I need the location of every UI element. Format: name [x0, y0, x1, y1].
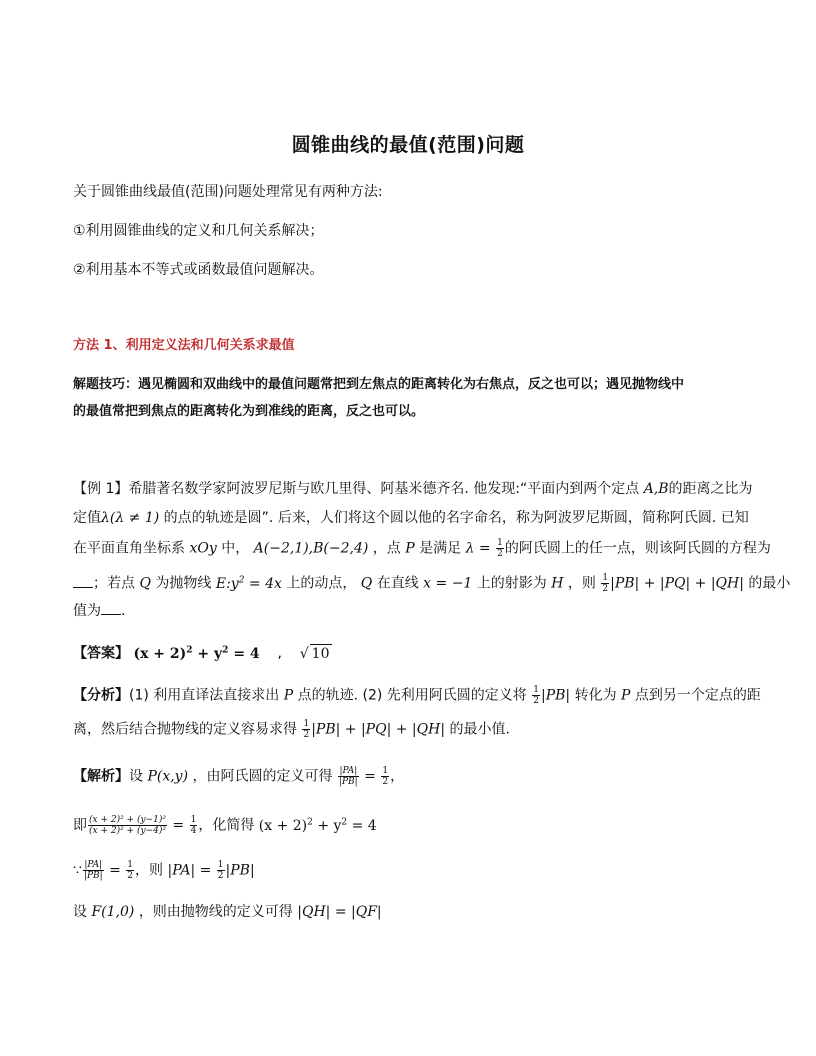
math-line: x = −1	[423, 575, 473, 592]
example-text: ，则	[567, 575, 596, 592]
solution-tag: 【解析】	[73, 768, 129, 785]
analysis-text: 点到另一个定点的距	[634, 687, 761, 704]
answer-line	[73, 641, 332, 663]
math-h: H	[551, 575, 564, 592]
math-xoy: xOy	[189, 540, 217, 557]
example-line-2	[73, 509, 749, 527]
example-text: 的阿氏圆上的任一点，则该阿氏圆的方程为	[504, 540, 771, 557]
fraction-half: $\frac{1}{2}$	[533, 685, 539, 706]
equals-sign: =	[109, 862, 121, 879]
example-text: 上的动点，	[286, 575, 357, 592]
fraction-pa-pb: $\frac{|PA|}{|PB|}$	[338, 766, 358, 787]
fraction-pa-pb: $\frac{|PA|}{|PB|}$	[83, 860, 103, 881]
method-item-1: ①利用圆锥曲线的定义和几何关系解决；	[73, 223, 324, 239]
math-pb: |PB|	[540, 687, 571, 704]
math-p: P	[405, 540, 415, 557]
answer-blank	[73, 575, 93, 588]
solution-line-4	[73, 903, 382, 921]
example-text: .	[121, 603, 126, 619]
example-text: 在平面直角坐标系	[73, 540, 185, 557]
solution-text: 设	[73, 904, 87, 920]
method1-heading: 方法 1、利用定义法和几何关系求最值	[73, 338, 295, 353]
equals-sign: =	[364, 768, 376, 785]
example-line-4	[73, 571, 790, 594]
answer-tag: 【答案】	[73, 645, 129, 662]
method-item-2: ②利用基本不等式或函数最值问题解决。	[73, 262, 324, 278]
math-lambda-eq: λ =	[465, 540, 491, 557]
equals-sign: =	[172, 817, 185, 834]
math-p: P	[621, 687, 631, 704]
fraction-quarter: $\frac{1}{4}$	[190, 815, 197, 837]
math-q: Q	[360, 575, 373, 592]
analysis-line-2	[73, 719, 510, 740]
example-text: 定值	[73, 510, 101, 526]
math-qh-qf: |QH| = |QF|	[297, 904, 382, 920]
solution-line-1: 【解析】设 P(x,y) ，由阿氏圆的定义可得 $\frac{|PA|}{|PB|}$ = $\frac{1}{2}$ ，	[73, 766, 405, 787]
example-line-1	[73, 480, 753, 498]
example-text: ；若点	[93, 575, 135, 592]
example-text: 在直线	[376, 575, 419, 592]
example-line-5	[73, 602, 125, 620]
page-title: 圆锥曲线的最值(范围)问题	[291, 134, 525, 156]
math-pb: |PB|	[225, 862, 255, 879]
solution-line-2	[73, 813, 377, 836]
analysis-text: 点的轨迹. (2) 先利用阿氏圆的定义将	[297, 687, 527, 704]
fraction-half: $\frac{1}{2}$	[127, 860, 134, 881]
solution-text: ，由阿氏圆的定义可得	[192, 768, 333, 785]
solution-line-3	[73, 860, 255, 881]
example-line-3	[73, 538, 771, 559]
analysis-text: 离，然后结合抛物线的定义容易求得	[73, 721, 297, 738]
example-text: 上的射影为	[476, 575, 547, 592]
math-pa: |PA| =	[167, 862, 212, 879]
example-text: 值为	[73, 603, 101, 619]
math-expression: |PB| + |PQ| + |QH|	[311, 721, 446, 738]
example-text: 的最小	[748, 575, 791, 592]
analysis-text: (1) 利用直译法直接求出	[129, 687, 280, 704]
math-lambda: λ(λ ≠ 1)	[101, 510, 160, 526]
math-parabola: $E:y^2 = 4x$	[215, 575, 282, 592]
solution-text: 即	[73, 817, 87, 834]
example-text: ，点	[372, 540, 401, 557]
tip-text-1: 遇见椭圆和双曲线中的最值问题常把到左焦点的距离转化为右焦点，反之也可以；遇见抛物线中	[138, 377, 685, 392]
solution-text: ，化简得	[198, 817, 255, 834]
fraction-distance-ratio: $\frac{\text{(x + 2)² + (y−1)²}}{\text{(x + 2)² + (y−4)²}}$	[89, 815, 166, 837]
example-text: 希腊著名数学家阿波罗尼斯与欧几里得、阿基米德齐名. 他发现:“平面内到两个定点	[128, 481, 640, 497]
math-points: A(−2,1),B(−2,4)	[253, 540, 369, 557]
analysis-text: 的最小值.	[449, 721, 510, 738]
answer-blank	[101, 602, 121, 615]
analysis-text: 转化为	[574, 687, 617, 704]
tip-label: 解题技巧：	[73, 377, 139, 392]
example-text: 是满足	[419, 540, 462, 557]
example-text: 的距离之比为	[668, 481, 753, 497]
because-symbol: ∵	[73, 862, 82, 879]
analysis-line-1	[73, 685, 761, 706]
solution-text: 设	[129, 768, 143, 785]
tip-line-2: 的最值常把到焦点的距离转化为到准线的距离，反之也可以。	[73, 404, 425, 419]
example-text: 中，	[221, 540, 250, 557]
solution-text: ，则	[135, 862, 164, 879]
intro-text: 关于圆锥曲线最值(范围)问题处理常见有两种方法:	[73, 184, 383, 200]
fraction-half: $\frac{1}{2}$	[497, 538, 503, 559]
fraction-half: $\frac{1}{2}$	[303, 719, 310, 740]
analysis-tag: 【分析】	[73, 687, 129, 704]
answer-equation: $(x + 2)^2 + y^2 = 4$	[133, 645, 260, 662]
math-q: Q	[139, 575, 151, 592]
math-p: P	[283, 687, 294, 704]
fraction-half: $\frac{1}{2}$	[217, 860, 224, 881]
answer-sqrt: √ 10	[299, 645, 330, 662]
math-ab: A,B	[643, 481, 669, 497]
fraction-half: $\frac{1}{2}$	[602, 573, 609, 595]
circle-equation: $(x + 2)^2 + y^2 = 4$	[258, 817, 377, 834]
math-focus: F(1,0)	[91, 904, 135, 920]
example-text: 的点的轨迹是圆”. 后来，人们将这个圆以他的名字命名，称为阿波罗尼斯圆，简称阿氏圆. 已知	[163, 510, 749, 526]
math-p-xy: P(x,y)	[147, 768, 189, 785]
solution-text: ，则由抛物线的定义可得	[138, 904, 293, 920]
example-tag: 【例 1】	[73, 481, 129, 497]
answer-separator: ,	[277, 645, 282, 662]
tip-line-1	[73, 376, 684, 394]
math-expression: |PB| + |PQ| + |QH|	[610, 575, 744, 592]
fraction-half: $\frac{1}{2}$	[382, 766, 389, 787]
example-text: 为抛物线	[155, 575, 212, 592]
